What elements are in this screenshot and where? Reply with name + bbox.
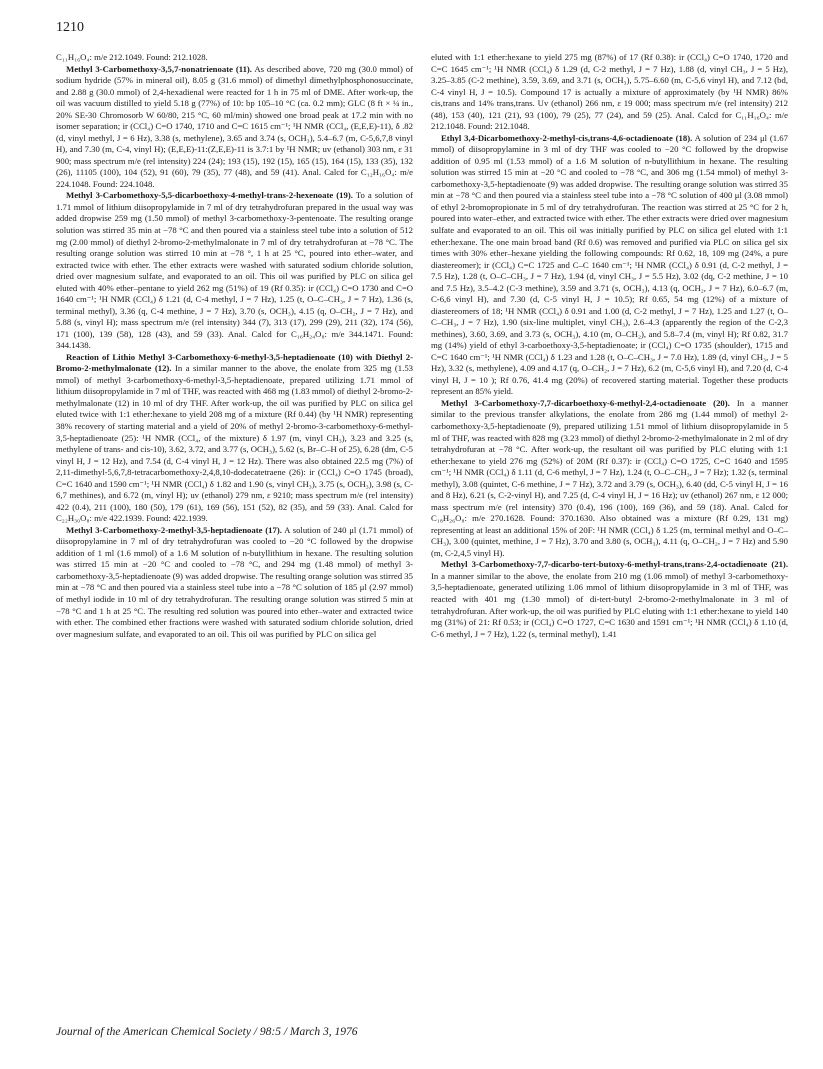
paragraph bbox=[431, 559, 788, 640]
paragraph-text: In a manner similar to the previous transfer alkylations, the enolate from 286 mg (1.44 mmol) of methyl 2-carbomethoxy-3,5-heptadienoate (9), prepared utilizing 1.51 mmol of lithium diisopropylamide in 5 ml of THF, was reacted with 828 mg (3.23 mmol) of diethyl 2-bromo-2-methylmalonate in 2 ml of dry tetrahydrofuran at −78 °C. After work-up, the resultant oil was purified by PLC eluting with 1:1 ether:hexane to yield 276 mg (52%) of 20M (Rf 0.37): ir (CCl₄) C=O 1725, C=C 1640 and 1595 cm⁻¹; ¹H NMR (CCl₄) δ 1.11 (d, C-6 methyl, J = 7 Hz), 1.24 (t, O–C–CH₃, J = 7 Hz); 1.32 (s, terminal methyl), 3.08 (quintet, C-6 methine, J = 7 Hz), 3.72 and 3.79 (s, OCH₃), 6.40 (dd, C-5 vinyl H, J = 16 and 8 Hz), 6.21 (s, C-2-vinyl H), and 7.25 (d, C-4 vinyl H, J = 16 Hz); uv (ethanol) 267 nm, ε 12 000; mass spectrum m/e (rel intensity) 370 (0.4), 196 (100), 169 (36), and 59 (18). Anal. Calcd for C₁₈H₂₆O₈: m/e 270.1628. Found: 370.1630. Also obtained was a mixture (Rf 0.29, 131 mg) representing at least an additional 15% of 20F: ¹H NMR (CCl₄) δ 1.25 (m, terminal methyl and O–C–CH₃), 3.00 (quintet, methine, J = 7 Hz), 3.70 and 3.80 (s, OCH₃), 4.11 (q, O–CH₂, J = 7 Hz) and 5.90 (m, C-2,4,5 vinyl H). bbox=[431, 397, 788, 558]
paragraph-text: eluted with 1:1 ether:hexane to yield 275 mg (87%) of 17 (Rf 0.38): ir (CCl₄) C=O 1740, 1720 and C=C 1645 cm⁻¹; ¹H NMR (CCl₄) δ 1.29 (d, C-2 methyl, J = 7 Hz), 1.88 (d, vinyl CH₃, J = 5 Hz), 3.25–3.85 (C-2 methine), 3.59, 3.69, and 3.71 (s, OCH₃), 5.75–6.60 (m, C-5,6 vinyl H), and 7.12 (bd, C-4 vinyl H, J = 10.5). Compound 17 is actually a mixture of approximately (by ¹H NMR) 86% cis,trans and 14% trans,trans. Uv (ethanol) 266 nm, ε 19 000; mass spectrum m/e (rel intensity) 212 (48), 153 (40), 121 (21), 93 (100), 79 (25), 77 (24), and 59 (25). Anal. Calcd for C₁₁H₁₆O₄: m/e 212.1048. Found: 212.1048. bbox=[431, 52, 788, 132]
paragraph bbox=[56, 525, 413, 640]
journal-footer: Journal of the American Chemical Society / 98:5 / March 3, 1976 bbox=[56, 1026, 358, 1038]
paragraph-text: In a similar manner to the above, the enolate from 325 mg (1.53 mmol) of methyl 3-carbomethoxy-6-methyl-3,5-heptadienoate, prepared utilizing 1.71 mmol of lithium diisopropylamide in 7 ml of THF, was reacted with 468 mg (1.83 mmol) of diethyl 2-bromo-2-methylmalonate (12) in 10 ml of dry THF. After work-up, the oil was purified by PLC on silica gel eluted twice with 1:1 ether:hexane to yield 208 mg of a mixture (Rf 0.44) (by ¹H NMR) representing 38% recovery of starting material and a yield of 20% of methyl 2-bromo-3-carbomethoxy-6-methyl-3,5-heptadienoate (25): ¹H NMR (CCl₄, of the mixture) δ 1.97 (m, vinyl CH₃), 3.23 and 3.25 (s, methylene of trans- and cis-10), 3.62, 3.72, and 3.77 (s, OCH₃), 5.62 (s, Br–C–H of 25), 6.28 (dm, C-5 vinyl H, J = 12 Hz), and 7.54 (d, C-4 vinyl H, J = 12 Hz). There was also obtained 22.5 mg (7%) of 2,11-dimethyl-5,6,7,8-tetracarbomethoxy-2,4,8,10-dodecatetraene (26): ir (CCl₄) C=O 1745 (broad), C=C 1640 and 1590 cm⁻¹; ¹H NMR (CCl₄) δ 1.82 and 1.90 (s, vinyl CH₃), 3.75 (s, OCH₃), 3.98 (s, C-6,7 methines), and 6.72 (m, vinyl H); uv (ethanol) 279 nm, ε 9210; mass spectrum m/e (rel intensity) 422 (0.4), 211 (100), 180 (50), 179 (61), 169 (56), 151 (52), 82 (35), and 59 (33). Anal. Calcd for C₂₂H₃₀O₈: m/e 422.1939. Found: 422.1939. bbox=[56, 363, 414, 524]
paragraph bbox=[56, 352, 413, 525]
section-heading: Reaction of Lithio Methyl 3-Carbomethoxy-6-methyl-3,5-heptadienoate (10) with Diethyl 2-Bromo-2-methylmalonate (12). bbox=[56, 351, 413, 374]
paragraph bbox=[56, 190, 413, 351]
paragraph-text: C₁₁H₁₆O₄: m/e 212.1049. Found: 212.1028. bbox=[56, 52, 208, 62]
paragraph bbox=[431, 133, 788, 398]
section-heading: Methyl 3-Carbomethoxy-5,5-dicarboethoxy-4-methyl-trans-2-hexenoate (19). bbox=[66, 190, 353, 201]
left-column bbox=[56, 52, 413, 640]
paragraph-text: A solution of 234 μl (1.67 mmol) of diisopropylamine in 3 ml of dry THF was cooled to −20 °C followed by the dropwise addition of 0.95 ml (1.53 mmol) of a 1.6 M solution of n-butyllithium in hexane. The resulting solution was stirred 15 min at −20 °C and cooled to −78 °C, and 306 mg (1.54 mmol) of methyl 3-carbomethoxy-3,5-heptadienoate (9) was added dropwise. The resulting orange solution was stirred 35 min at −78 °C and then poured via a stainless steel tube into a −78 °C solution of 400 μl (3.08 mmol) of ethyl 2-bromopropionate in 5 ml of dry tetrahydrofuran. The reaction was stirred at 25 °C for 2 h, poured into water–ether, and extracted twice with ether. The ether extracts were dried over magnesium sulfate and evaporated to an oil. This oil was initially purified by PLC on silica gel eluted with 1:1 ether:hexane. The one main broad band (Rf 0.6) was removed and purified via PLC on silica gel six times with 30% ether–hexane yielding the following compounds: Rf 0.62, 18, 109 mg (24%, a pure diastereomer); ir (CCl₄) C=C 1725 and C–C 1640 cm⁻¹; ¹H NMR (CCl₄) δ 0.91 (d, C-2 methyl, J = 7.5 Hz), 1.28 (t, O–C–CH₃, J = 7 Hz), 1.94 (d, vinyl CH₃, J = 5.5 Hz), 3.02 (dq, C-2 methine, J = 10 and 7.5 Hz), 3.5–4.2 (C-3 methine), 3.59 and 3.71 (s, OCH₃), 4.13 (q, OCH₂, J = 7 Hz), 6.0–6.7 (m, C-6,6 vinyl H), and 7.30 (d, C-5 vinyl H, J = 10.5); Rf 0.65, 54 mg (12%) of a mixture of diastereomers of 18; ¹H NMR (CCl₄) δ 0.91 and 1.00 (d, C-2 methyl, J = 7 Hz), 1.25 and 1.27 (t, O–C–CH₃, J = 7 Hz), 1.90 (six-line multiplet, vinyl CH₃), 2.6–4.3 (apparently the region of the C-2,3 methines), 3.60, 3.69, and 3.73 (s, OCH₃), 4.10 (m, O–CH₂), and 5.8–7.4 (m, vinyl H); Rf 0.82, 31.7 mg (14%) yield of ethyl 3-carboethoxy-3,5-heptadienoate; ir (CCl₄) C=O 1735 (shoulder), 1715 and C=C 1640 cm⁻¹; ¹H NMR (CCl₄) δ 1.23 and 1.28 (t, O–C–CH₃, J = 7.0 Hz), 1.89 (d, vinyl CH₃, J = 5 Hz), 3.32 (s, methylene), 4.09 and 4.17 (q, O–CH₂, J = 7 Hz), 6.2 (m, C-5,6 vinyl H), and 7.20 (d, C-4 vinyl H, J = 10 ); Rf 0.76, 41.4 mg (20%) of recovered starting material. Together these products represent an 85% yield. bbox=[431, 132, 788, 397]
section-heading: Methyl 3-Carbomethoxy-7,7-dicarbo-tert-butoxy-6-methyl-trans,trans-2,4-octadienoate (21). bbox=[441, 559, 788, 570]
paragraph bbox=[431, 398, 788, 559]
paragraph bbox=[431, 52, 788, 133]
paragraph bbox=[56, 52, 413, 64]
page-number: 1210 bbox=[56, 20, 84, 35]
section-heading: Ethyl 3,4-Dicarbomethoxy-2-methyl-cis,trans-4,6-octadienoate (18). bbox=[441, 132, 693, 143]
section-heading: Methyl 3-Carbomethoxy-2-methyl-3,5-heptadienoate (17). bbox=[66, 524, 282, 535]
section-heading: Methyl 3-Carbomethoxy-3,5,7-nonatrienoate (11). bbox=[66, 63, 252, 74]
paragraph-text: To a solution of 1.71 mmol of lithium diisopropylamide in 7 ml of dry tetrahydrofuran prepared in the usual way was added dropwise 259 mg (1.50 mmol) of methyl 3-carbomethoxy-3-pentenoate. The resulting orange solution was stirred 35 min at −78 °C and then poured via a stainless steel tube into a solution of 512 mg (2.00 mmol) of diethyl 2-bromo-2-methylmalonate in 7 ml of dry tetrahydrofuran at −78 °C. The resulting orange solution was stirred 10 min at −78 °, 1 h at 25 °C, poured into ether–water, and extracted twice with ether. The ether extracts were washed with saturated sodium chloride solution, dried over magnesium sulfate, and evaporated to an oil. This oil was purified by PLC on silica gel eluted with 40% ether–pentane to yield 262 mg (51%) of 19 (Rf 0.35): ir (CCl₄) C=O 1730 and C=O 1640 cm⁻¹; ¹H NMR (CCl₄) δ 1.21 (d, C-4 methyl, J = 7 Hz), 1.25 (t, O–C–CH₃, J = 7 Hz), 1.36 (s, terminal methyl), 3.36 (q, C-4 methine, J = 7 Hz), 3.70 (s, OCH₃), 4.15 (q, O–CH₂, J = 7 Hz), and 5.88 (s, vinyl H); mass spectrum m/e (rel intensity) 344 (7), 313 (17), 299 (29), 211 (32), 174 (56), 171 (100), 139 (58), 128 (43), and 59 (33). Anal. Calcd for C₁₆H₂₄O₈: m/e 344.1471. Found: 344.1438. bbox=[56, 190, 413, 351]
paragraph-text: A solution of 240 μl (1.71 mmol) of diisopropylamine in 7 ml of dry tetrahydrofuran was cooled to −20 °C followed by the dropwise addition of 1 ml (1.6 mmol) of a 1.6 M solution of n-butyllithium in hexane. The resulting solution was stirred 15 min at −20 °C and cooled to −78 °C, and 294 mg (1.48 mmol) of methyl 3-carbomethoxy-3,5-heptadienoate (9) was added dropwise. The resulting orange solution was stirred 35 min at −78 °C and then poured via a stainless steel tube into a −78 °C solution of 185 μl (2.97 mmol) of methyl iodide in 10 ml of dry tetrahydrofuran. The resulting orange solution was stirred 5 min at −78 °C and 1 h at 25 °C. The resulting red solution was poured into ether–water and extracted twice with ether. The combined ether fractions were washed with saturated sodium chloride solution, dried over magnesium sulfate, and evaporated to an oil. This oil was purified by PLC on silica gel bbox=[56, 524, 413, 639]
paragraph-text: In a manner similar to the above, the enolate from 210 mg (1.06 mmol) of methyl 3-carbomethoxy-3,5-heptadienoate, generated utilizing 1.06 mmol of lithium diisopropylamide in 3 ml of THF, was reacted with 401 mg (1.30 mmol) of di-tert-butyl 2-bromo-2-methylmalonate in 3 ml of tetrahydrofuran. After work-up, the oil was purified by PLC eluting with 1:1 ether:hexane to yield 140 mg (31%) of 21: Rf 0.53; ir (CCl₄) C=O 1727, C=C 1630 and 1591 cm⁻¹; ¹H NMR (CCl₄) δ 1.10 (d, C-6 methyl, J = 7 Hz), 1.22 (s, terminal methyl), 1.41 bbox=[431, 570, 788, 639]
paragraph-text: As described above, 720 mg (30.0 mmol) of sodium hydride (57% in mineral oil), 8.05 g (31.6 mmol) of dimethyl dimethylphosphonosuccinate, and 2.88 g (30.0 mmol) of 2,4-hexadienal were reacted for 1 h in 75 ml of DME. After work-up, the oil was vacuum distilled to yield 5.18 g (77%) of 10: bp 105–10 °C (ca. 0.2 mm); GLC (8 ft × ¼ in., 20% SE-30 Chromosorb W 60/80, 215 °C, 60 ml/min) showed one broad peak at 17.2 min with no isomer separation; ir (CCl₄) C=O 1740, 1710 and C=C 1615 cm⁻¹; ¹H NMR (CCl₄, (E,E,E)-11), δ .82 (d, vinyl methyl, J = 6 Hz), 3.38 (s, methylene), 3.65 and 3.74 (s, OCH₃), 5.4–6.7 (m, C-5,6,7,8 vinyl H), and 7.30 (m, C-4, vinyl H); (E,E,E)-11:(Z,E,E)-11 is 3.7:1 by ¹H NMR; uv (ethanol) 303 nm, ε 31 900; mass spectrum m/e (rel intensity) 224 (24); 193 (15), 192 (15), 165 (15), 164 (15), 133 (35), 132 (26), 11105 (100), 104 (52), 91 (60), 79 (35), 77 (48), and 59 (41). Anal. Calcd for C₁₂H₁₆O₄: m/e 224.1048. Found: 224.1048. bbox=[56, 63, 413, 189]
section-heading: Methyl 3-Carbomethoxy-7,7-dicarboethoxy-6-methyl-2,4-octadienoate (20). bbox=[441, 397, 730, 408]
right-column bbox=[431, 52, 788, 640]
paragraph bbox=[56, 64, 413, 191]
